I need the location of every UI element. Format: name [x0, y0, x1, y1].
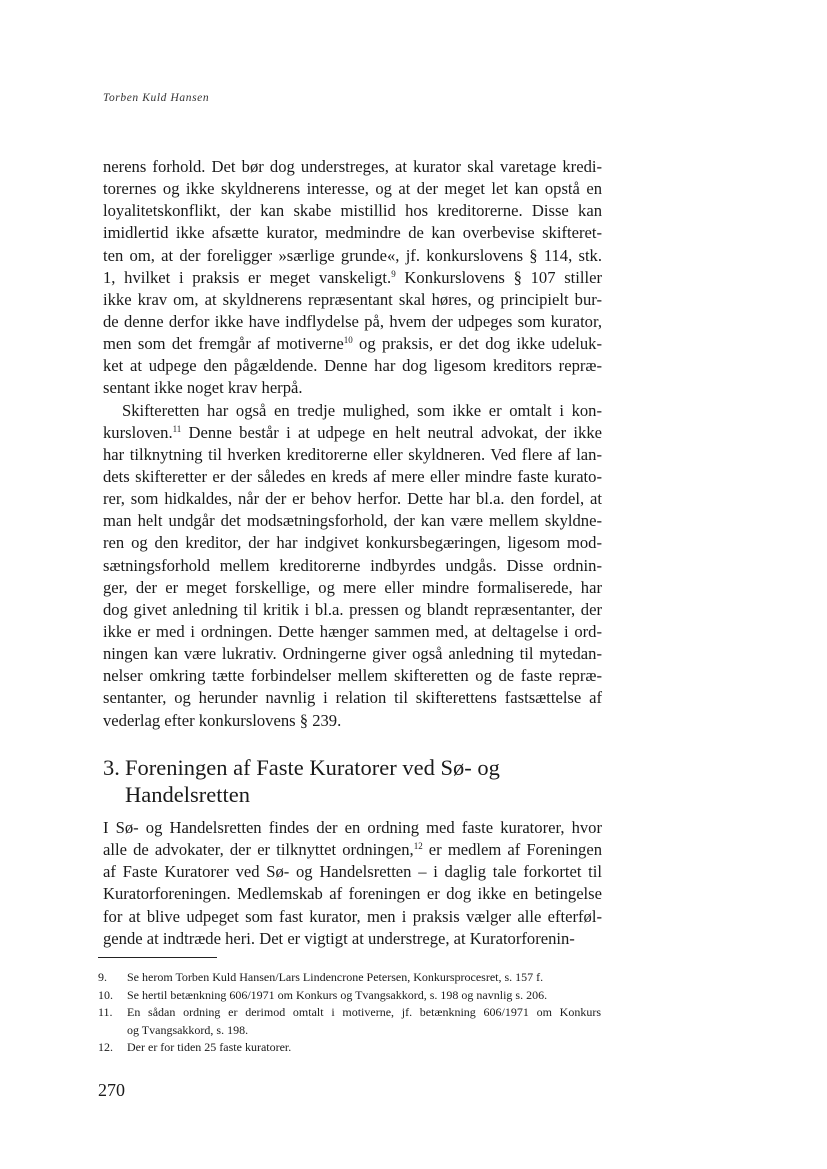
text-line: [103, 444, 602, 466]
text-run: de denne derfor ikke have indflydelse på, hvem der udpeges som kurator,: [103, 311, 602, 331]
text-run: ren og den kreditor, der har indgivet konkursbegæringen, ligesom mod-: [103, 533, 602, 553]
footnote: [98, 1039, 601, 1057]
text-line: [103, 839, 602, 861]
footnote: [98, 1004, 601, 1039]
footnote: [98, 987, 601, 1005]
text-run: nelser omkring tætte forbindelser mellem skifteretten og de faste repræ-: [103, 666, 602, 686]
text-run: har tilknytning til hverken kreditorerne eller skyldneren. Ved flere af lan-: [103, 444, 602, 464]
text-line: [103, 156, 602, 178]
text-run: sentant ikke noget krav herpå.: [103, 378, 303, 398]
text-line: [103, 861, 602, 883]
running-head: Torben Kuld Hansen: [103, 92, 210, 104]
text-run: vederlag efter konkurslovens § 239.: [103, 710, 342, 730]
text-run: 1, hvilket i praksis er meget vanskeligt.: [103, 267, 392, 287]
footnote: [98, 969, 601, 987]
paragraph: [103, 817, 602, 950]
text-line: [103, 643, 602, 665]
text-line: [103, 510, 602, 532]
text-run: sætningsforhold mellem kreditorerne indbyrdes undgås. Disse ordnin-: [103, 555, 602, 575]
footnote-text: [127, 1004, 601, 1039]
text-line: [103, 928, 602, 950]
text-run: Skifteretten har også en tredje mulighed, som ikke er omtalt i kon-: [122, 400, 602, 420]
footnotes: [98, 969, 601, 1057]
text-run: imidlertid ikke afsætte kurator, medmindre de kan overbevise skifteret-: [103, 223, 602, 243]
footnote-line: og Tvangsakkord, s. 198.: [127, 1022, 249, 1037]
page-number: 270: [98, 1080, 125, 1100]
text-line: [103, 665, 602, 687]
text-run: ikke er med i ordningen. Dette hænger sammen med, at deltagelse i ord-: [103, 621, 602, 641]
heading-line-1: Foreningen af Faste Kuratorer ved Sø- og: [125, 755, 500, 780]
text-run: man helt undgår det modsætningsforhold, der kan være mellem skyldne-: [103, 511, 602, 531]
text-run: ningen kan være lukrativ. Ordningerne giver også anledning til mytedan-: [103, 644, 602, 664]
text-run: ket at udpege den pågældende. Denne har dog ligesom kreditors repræ-: [103, 356, 602, 376]
text-line: [103, 599, 602, 621]
text-line: [103, 532, 602, 554]
text-run: men som det fremgår af motiverne: [103, 334, 344, 354]
text-run: for at blive udpeget som fast kurator, men i praksis vælger alle efterføl-: [103, 906, 602, 926]
text-line: [103, 200, 602, 222]
text-line: [103, 577, 602, 599]
text-line: [103, 621, 602, 643]
text-run: gende at indtræde heri. Det er vigtigt at understrege, at Kuratorforenin-: [103, 928, 575, 948]
footnote-number: 10.: [98, 987, 113, 1002]
text-run: ten om, at der foreligger »særlige grunde«, jf. konkurslovens § 114, stk.: [103, 245, 602, 265]
paragraph: [103, 156, 602, 400]
paragraph: [103, 400, 602, 732]
footnote-line: Se hertil betænkning 606/1971 om Konkurs og Tvangsakkord, s. 198 og navnlig s. 206.: [127, 987, 548, 1002]
text-run: og praksis, er det dog ikke udeluk-: [352, 334, 602, 354]
section-number: 3.: [103, 755, 120, 780]
text-run: Konkurslovens § 107 stiller: [395, 267, 602, 287]
text-run: torernes og ikke skyldnerens interesse, og at der meget let kan opstå en: [103, 179, 602, 199]
text-line: [103, 178, 602, 200]
text-run: af Faste Kuratorer ved Sø- og Handelsretten – i daglig tale forkortet til: [103, 862, 602, 882]
text-run: dets skifteretter er der således en kreds af mere eller mindre faste kurato-: [103, 466, 602, 486]
text-line: [103, 333, 602, 355]
text-line: [103, 222, 602, 244]
text-line: [103, 377, 602, 399]
text-run: Denne består i at udpege en helt neutral advokat, der ikke: [181, 422, 602, 442]
text-line: [103, 710, 602, 732]
text-line: [103, 488, 602, 510]
text-line: [103, 422, 602, 444]
text-run: dog givet anledning til kritik i bl.a. pressen og blandt repræsentanter, der: [103, 599, 602, 619]
text-line: [103, 267, 602, 289]
footnote-ref[interactable]: 10: [343, 335, 353, 346]
text-run: alle de advokater, der er tilknyttet ordningen,: [103, 840, 414, 860]
footnote-ref[interactable]: 12: [413, 841, 423, 852]
footnote-divider: [98, 957, 217, 958]
text-line: [103, 883, 602, 905]
text-line: [103, 311, 602, 333]
text-run: rer, som hidkaldes, når der er behov herfor. Dette har bl.a. den fordel, at: [103, 489, 602, 509]
section-heading: [103, 754, 500, 808]
body-text: [103, 156, 602, 732]
footnote-number: 9.: [98, 970, 107, 984]
text-line: [103, 289, 602, 311]
text-run: ger, der er meget forskellige, og mere eller mindre formaliserede, har: [103, 577, 602, 597]
footnote-text: [127, 969, 601, 987]
text-run: nerens forhold. Det bør dog understreges, at kurator skal varetage kredi-: [103, 157, 602, 176]
footnote-number: 12.: [98, 1040, 113, 1054]
text-run: Kuratorforeningen. Medlemskab af foreningen er dog ikke en betingelse: [103, 884, 602, 904]
section-body: [103, 817, 602, 950]
text-run: loyalitetskonflikt, der kan skabe mistillid hos kreditorerne. Disse kan: [103, 201, 602, 221]
heading-line-2: Handelsretten: [125, 782, 250, 807]
text-line: [103, 400, 602, 422]
footnote-text: [127, 1039, 601, 1057]
text-run: er medlem af Foreningen: [422, 840, 602, 860]
text-run: ikke krav om, at skyldnerens repræsentant skal høres, og principielt bur-: [103, 289, 602, 309]
footnote-line: En sådan ordning er derimod omtalt i motiverne, jf. betænkning 606/1971 om Konkurs: [127, 1005, 601, 1019]
text-line: [103, 245, 602, 267]
text-line: [103, 906, 602, 928]
text-line: [103, 687, 602, 709]
footnote-ref[interactable]: 11: [172, 423, 182, 434]
text-run: sentanter, og herunder navnlig i relation til skifterettens fastsættelse af: [103, 688, 602, 708]
text-line: [103, 466, 602, 488]
footnote-number: 11.: [98, 1005, 113, 1019]
text-line: [103, 817, 602, 839]
footnote-text: [127, 987, 601, 1005]
text-line: [103, 555, 602, 577]
footnote-ref[interactable]: 9: [391, 268, 396, 279]
footnote-line: Der er for tiden 25 faste kuratorer.: [127, 1040, 292, 1054]
text-run: I Sø- og Handelsretten findes der en ordning med faste kuratorer, hvor: [103, 818, 602, 837]
text-run: kursloven.: [103, 422, 173, 442]
text-line: [103, 355, 602, 377]
footnote-line: Se herom Torben Kuld Hansen/Lars Lindencrone Petersen, Konkursprocesret, s. 157 f.: [127, 970, 544, 984]
